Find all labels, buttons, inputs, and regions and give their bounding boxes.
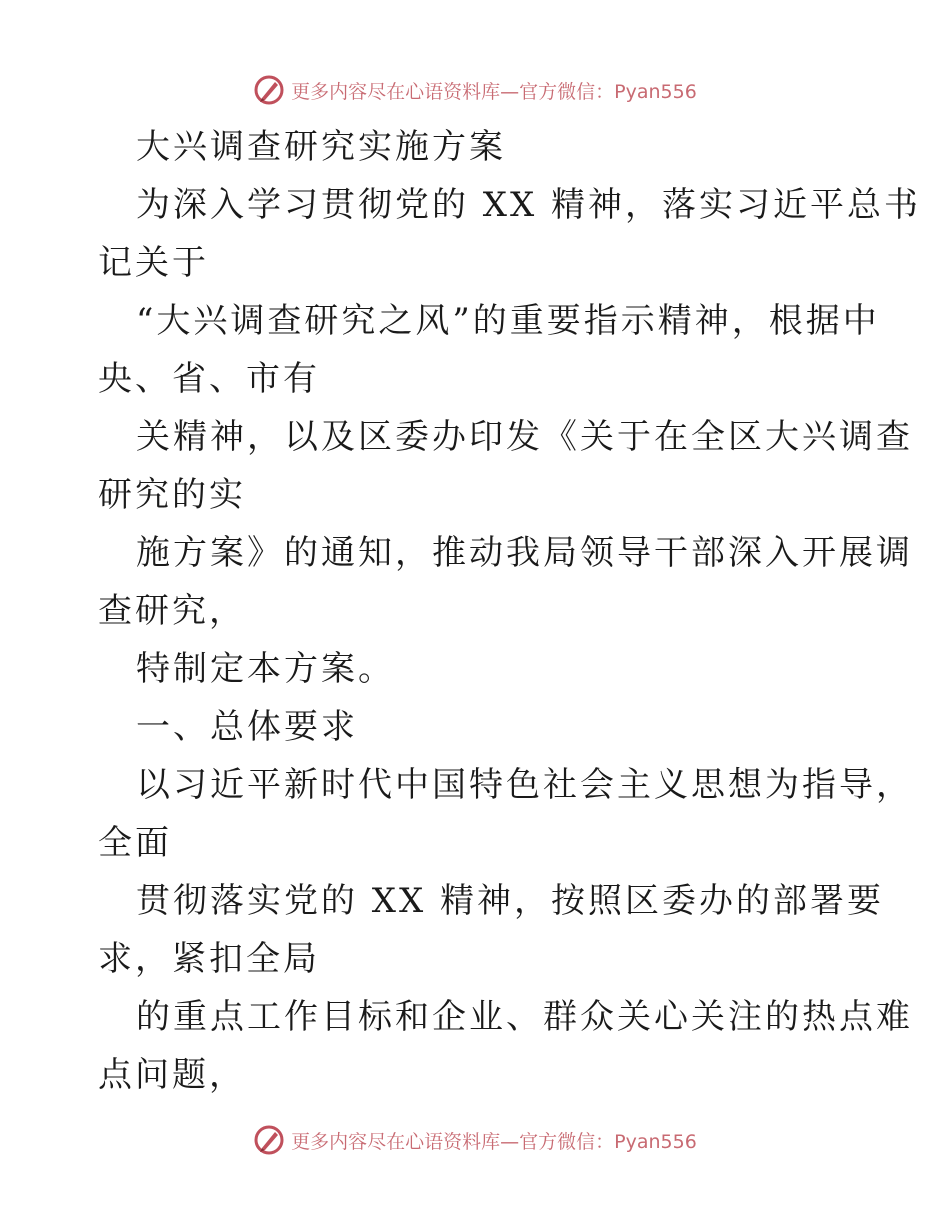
- watermark-text: 更多内容尽在心语资料库—官方微信：Pyan556: [291, 1130, 697, 1153]
- paragraph-line: 点问题，: [98, 1055, 246, 1095]
- watermark-header: [0, 70, 950, 110]
- paragraph-line: 施方案》的通知，推动我局领导干部深入开展调: [136, 533, 913, 573]
- section-heading: 一、总体要求: [136, 707, 358, 747]
- watermark-footer: [0, 1120, 950, 1160]
- watermark-text: 更多内容尽在心语资料库—官方微信：Pyan556: [291, 80, 697, 103]
- paragraph-line: 关精神，以及区委办印发《关于在全区大兴调查: [136, 417, 913, 457]
- paragraph-line: 贯彻落实党的 XX 精神，按照区委办的部署要: [136, 881, 885, 921]
- quill-pen-seal-icon: [253, 74, 285, 106]
- paragraph-line: 的重点工作目标和企业、群众关心关注的热点难: [136, 997, 913, 1037]
- paragraph-line: 查研究，: [98, 591, 246, 631]
- document-title: 大兴调查研究实施方案: [136, 127, 506, 167]
- paragraph-line: 以习近平新时代中国特色社会主义思想为指导，: [136, 765, 913, 805]
- paragraph-line: 特制定本方案。: [136, 649, 395, 689]
- paragraph-line: 央、省、市有: [98, 359, 320, 399]
- paragraph-line: 为深入学习贯彻党的 XX 精神，落实习近平总书: [136, 185, 922, 225]
- quill-pen-seal-icon: [253, 1124, 285, 1156]
- paragraph-line: “大兴调查研究之风”的重要指示精神，根据中: [136, 301, 880, 341]
- paragraph-line: 全面: [98, 823, 172, 863]
- paragraph-line: 记关于: [98, 243, 209, 283]
- paragraph-line: 求，紧扣全局: [98, 939, 320, 979]
- paragraph-line: 研究的实: [98, 475, 246, 515]
